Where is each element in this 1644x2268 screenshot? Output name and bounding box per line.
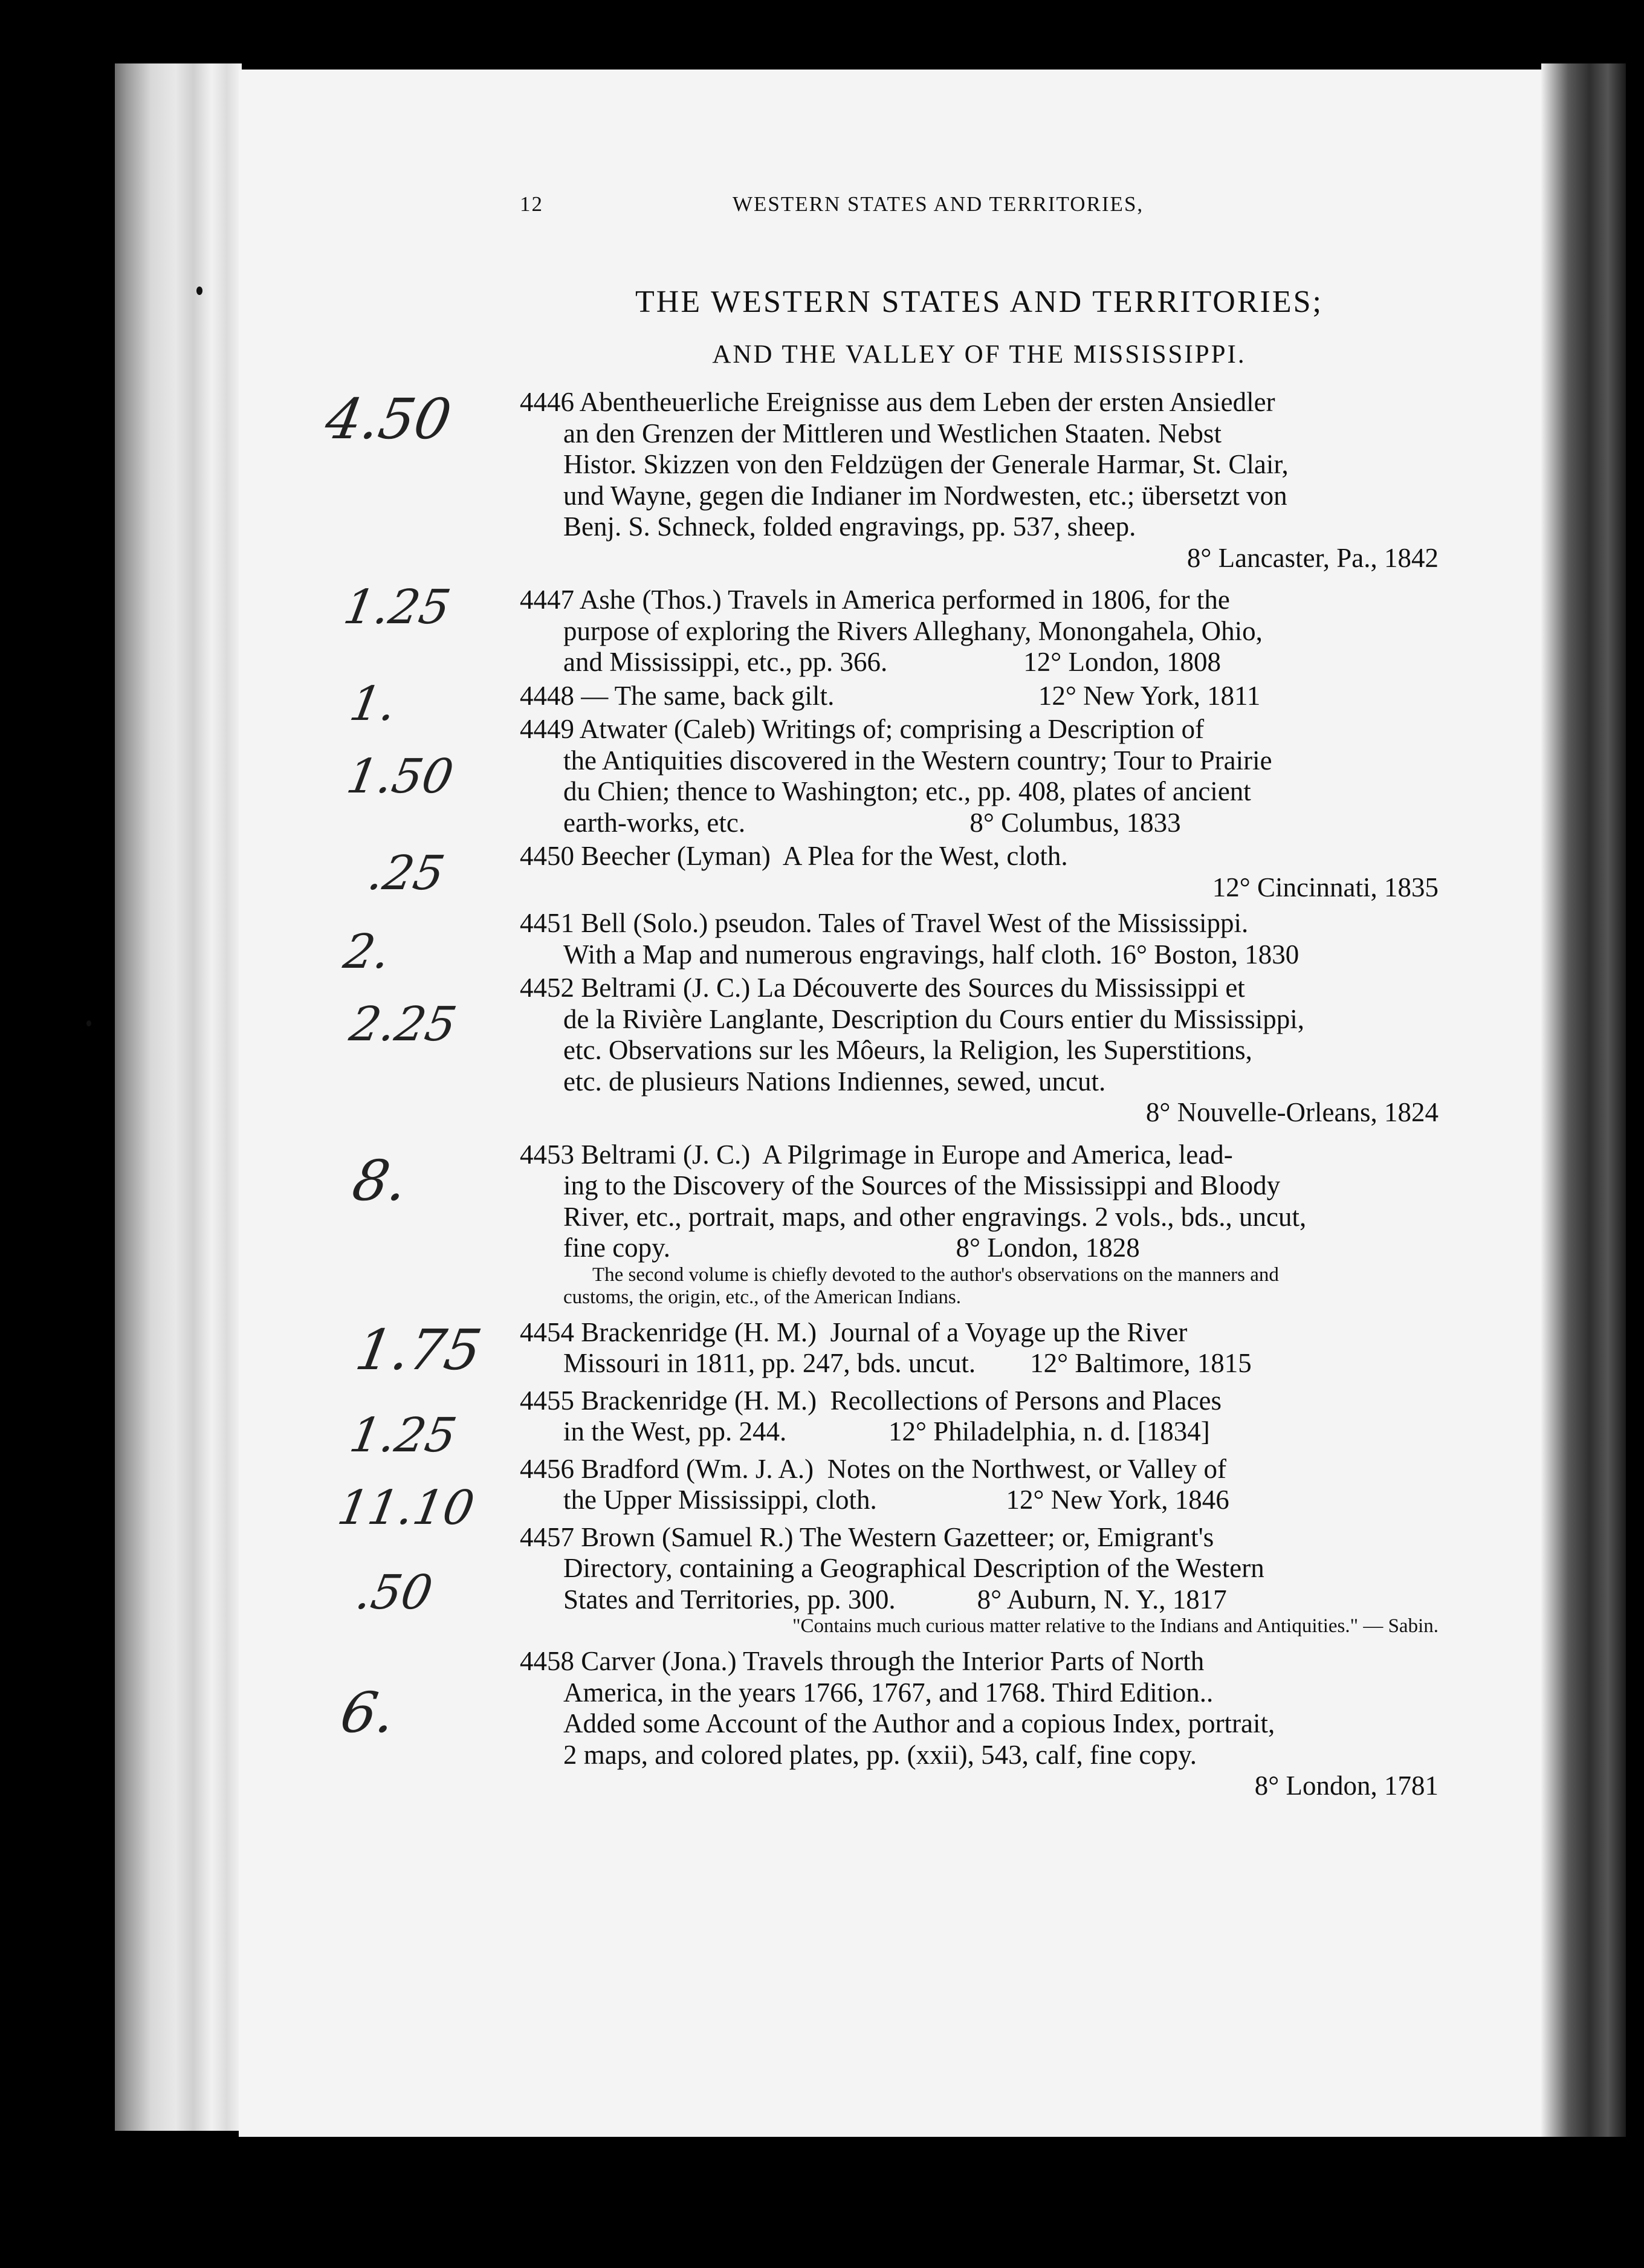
catalogue-entry: [520, 1522, 1438, 1638]
entry-line: Missouri in 1811, pp. 247, bds. uncut. 12° Baltimore, 1815: [563, 1348, 1252, 1378]
entry-line: etc. de plusieurs Nations Indiennes, sewed, uncut.: [563, 1066, 1106, 1097]
handwritten-price: 11.10: [334, 1481, 479, 1535]
entry-note: The second volume is chiefly devoted to the author's observations on the manners and: [592, 1263, 1279, 1286]
entry-line: 2 maps, and colored plates, pp. (xxii), 543, calf, fine copy.: [563, 1739, 1197, 1770]
entry-line: fine copy. 8° London, 1828: [563, 1233, 1140, 1263]
entry-line: Benj. S. Schneck, folded engravings, pp. 537, sheep.: [563, 511, 1136, 542]
entry-line: Histor. Skizzen von den Feldzügen der Generale Harmar, St. Clair,: [563, 449, 1289, 479]
entry-line: River, etc., portrait, maps, and other engravings. 2 vols., bds., uncut,: [563, 1201, 1307, 1232]
entry-line: etc. Observations sur les Môeurs, la Religion, les Superstitions,: [563, 1035, 1252, 1065]
scan-top-margin: [0, 0, 1644, 63]
page-number: 12: [520, 192, 543, 216]
entry-line: 4449 Atwater (Caleb) Writings of; comprising a Description of: [520, 714, 1205, 744]
section-subtitle: AND THE VALLEY OF THE MISSISSIPPI.: [712, 340, 1246, 369]
entry-line: 4453 Beltrami (J. C.) A Pilgrimage in Europe and America, lead-: [520, 1139, 1233, 1170]
entry-line: 4447 Ashe (Thos.) Travels in America performed in 1806, for the: [520, 585, 1230, 615]
entry-line: 4450 Beecher (Lyman) A Plea for the West, cloth.: [520, 841, 1068, 871]
entry-line: Added some Account of the Author and a copious Index, portrait,: [563, 1708, 1275, 1738]
handwritten-price: 8.: [348, 1149, 413, 1213]
catalogue-entry: [520, 841, 1438, 903]
catalogue-entry: [520, 714, 1438, 838]
book-page-edges: [115, 63, 242, 2131]
entry-line: 4457 Brown (Samuel R.) The Western Gazetteer; or, Emigrant's: [520, 1521, 1214, 1552]
entry-line: With a Map and numerous engravings, half cloth. 16° Boston, 1830: [563, 939, 1299, 970]
entry-line: 4456 Bradford (Wm. J. A.) Notes on the Northwest, or Valley of: [520, 1453, 1226, 1484]
catalogue-entry: [520, 681, 1438, 712]
entry-note: customs, the origin, etc., of the American Indians.: [563, 1286, 962, 1308]
entry-imprint: 8° London, 1781: [1254, 1771, 1438, 1801]
section-title: THE WESTERN STATES AND TERRITORIES;: [635, 285, 1323, 319]
catalogue-entry: [520, 585, 1438, 678]
entry-line: 4455 Brackenridge (H. M.) Recollections of Persons and Places: [520, 1385, 1222, 1416]
entry-line: 4458 Carver (Jona.) Travels through the Interior Parts of North: [520, 1646, 1205, 1676]
catalogue-entry: [520, 1139, 1438, 1309]
entry-line: the Upper Mississippi, cloth. 12° New York, 1846: [563, 1485, 1229, 1515]
entry-line: and Mississippi, etc., pp. 366. 12° London, 1808: [563, 647, 1221, 677]
entry-line: und Wayne, gegen die Indianer im Nordwesten, etc.; übersetzt von: [563, 480, 1287, 511]
entry-note: "Contains much curious matter relative to the Indians and Antiquities." — Sabin.: [792, 1615, 1438, 1637]
entry-imprint: 12° Cincinnati, 1835: [1212, 872, 1438, 902]
entry-line: purpose of exploring the Rivers Alleghany, Monongahela, Ohio,: [563, 615, 1263, 646]
entry-line: in the West, pp. 244. 12° Philadelphia, n. d. [1834]: [563, 1416, 1210, 1447]
handwritten-price: 1.25: [340, 580, 455, 635]
handwritten-price: 4.50: [320, 387, 456, 452]
entry-line: 4454 Brackenridge (H. M.) Journal of a Voyage up the River: [520, 1317, 1188, 1347]
catalogue-entries: [520, 387, 1438, 1804]
catalogue-entry: [520, 908, 1438, 970]
entry-line: America, in the years 1766, 1767, and 1768. Third Edition..: [563, 1677, 1214, 1708]
catalogue-entry: [520, 1317, 1438, 1379]
entry-line: ing to the Discovery of the Sources of the Mississippi and Bloody: [563, 1170, 1281, 1200]
handwritten-price: 1.: [346, 677, 401, 731]
entry-line: 4446 Abentheuerliche Ereignisse aus dem Leben der ersten Ansiedler: [520, 387, 1275, 417]
entry-line: 4451 Bell (Solo.) pseudon. Tales of Travel West of the Mississippi.: [520, 908, 1249, 938]
entry-line: an den Grenzen der Mittleren und Westlichen Staaten. Nebst: [563, 418, 1222, 449]
catalogue-entry: [520, 1385, 1438, 1448]
entry-line: earth-works, etc. 8° Columbus, 1833: [563, 807, 1181, 838]
entry-line: du Chien; thence to Washington; etc., pp. 408, plates of ancient: [563, 776, 1251, 806]
ink-speck: [196, 287, 202, 295]
handwritten-price: 2.: [340, 925, 395, 979]
entry-line: Directory, containing a Geographical Description of the Western: [563, 1553, 1264, 1583]
handwritten-price: .50: [352, 1566, 436, 1620]
running-head-title: WESTERN STATES AND TERRITORIES,: [733, 192, 1144, 216]
catalogue-entry: [520, 973, 1438, 1129]
book-spine-shadow: [1541, 63, 1626, 2143]
handwritten-price: 1.25: [346, 1408, 461, 1463]
handwritten-price: 1.75: [351, 1318, 487, 1382]
handwritten-price: 2.25: [346, 997, 461, 1052]
entry-line: the Antiquities discovered in the Western country; Tour to Prairie: [563, 745, 1272, 776]
entry-imprint: 8° Nouvelle-Orleans, 1824: [1145, 1097, 1438, 1127]
entry-imprint: 8° Lancaster, Pa., 1842: [1186, 542, 1438, 573]
handwritten-price: 1.50: [343, 750, 458, 804]
entry-line: de la Rivière Langlante, Description du Cours entier du Mississippi,: [563, 1003, 1305, 1034]
entry-line: 4448 — The same, back gilt. 12° New York, 1811: [520, 680, 1261, 711]
catalogue-entry: [520, 1646, 1438, 1802]
catalogue-entry: [520, 1454, 1438, 1516]
catalogue-entry: [520, 387, 1438, 574]
scan-bottom-margin: [0, 2137, 1644, 2268]
handwritten-price: 6.: [335, 1680, 401, 1745]
handwritten-price: .25: [364, 846, 448, 901]
entry-line: States and Territories, pp. 300. 8° Auburn, N. Y., 1817: [563, 1584, 1227, 1615]
entry-line: 4452 Beltrami (J. C.) La Découverte des Sources du Mississippi et: [520, 973, 1245, 1003]
ink-speck: [86, 1020, 91, 1026]
